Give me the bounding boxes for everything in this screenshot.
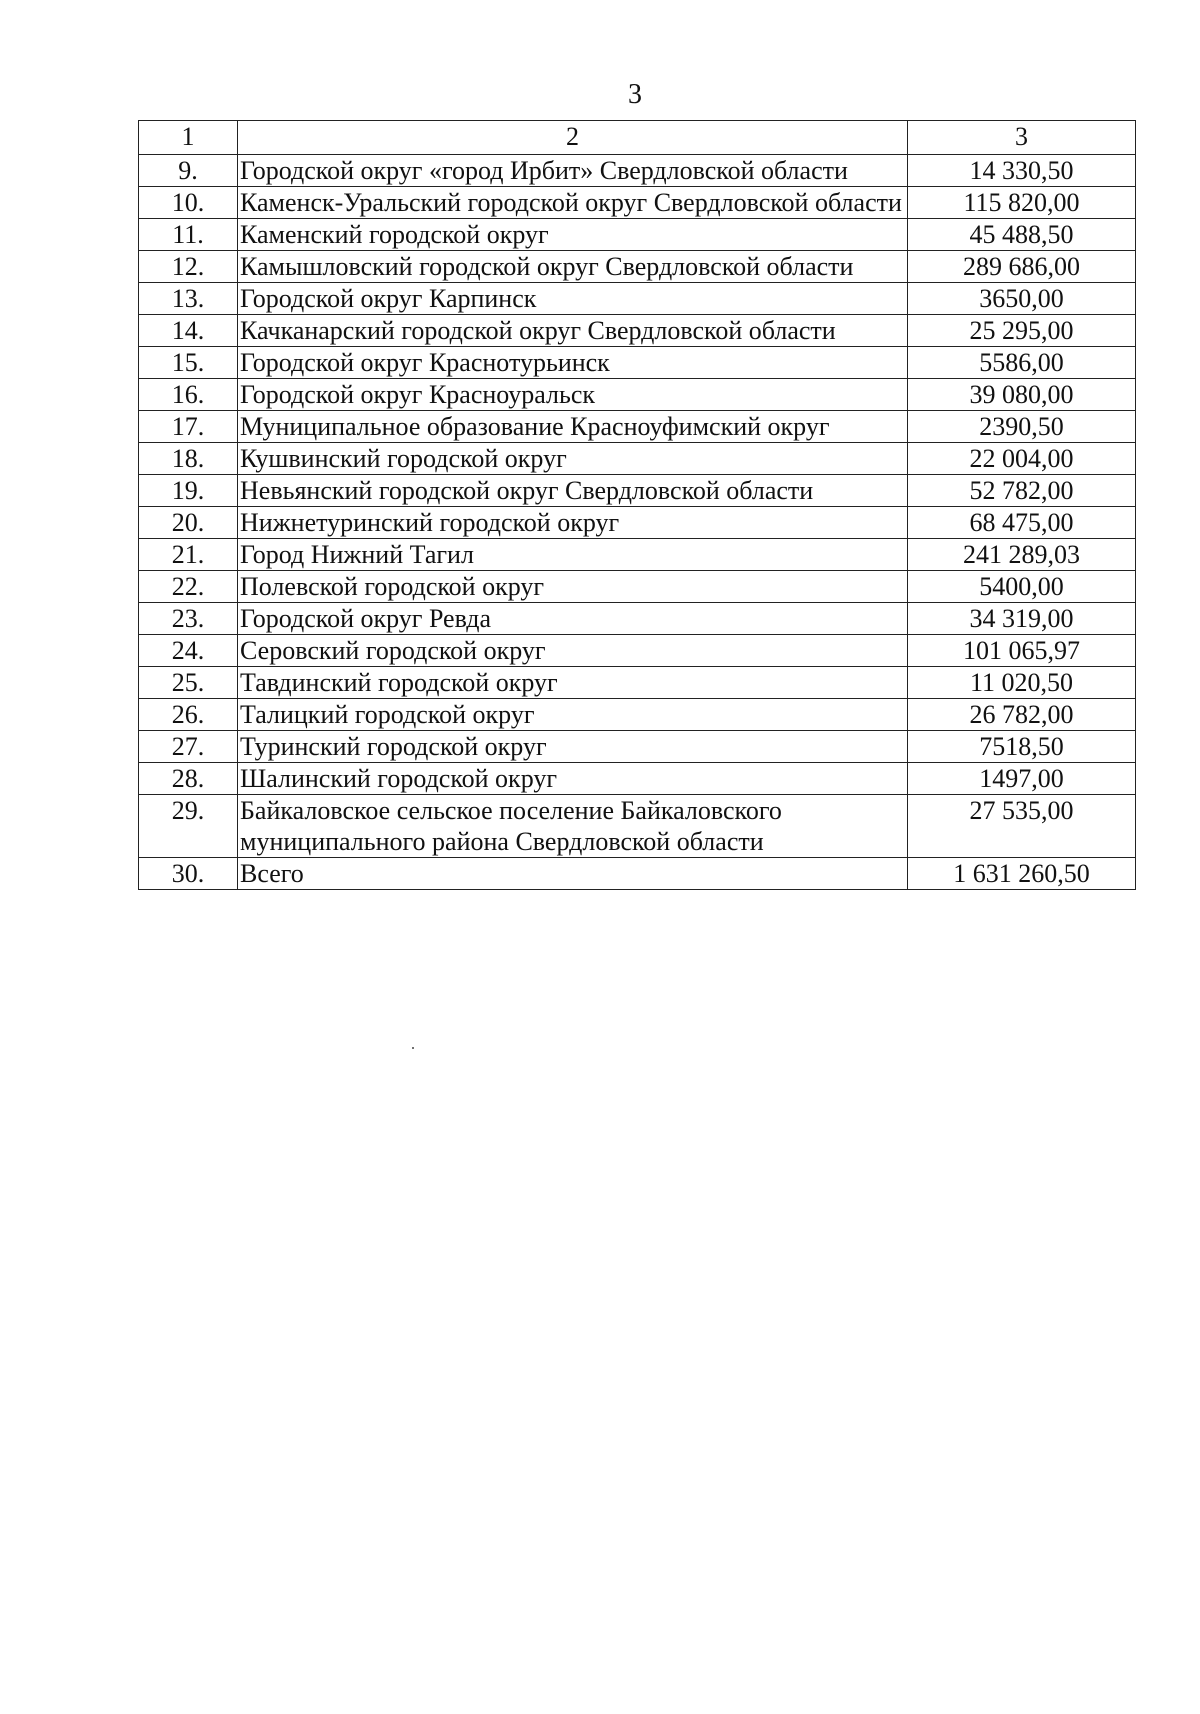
municipality-name: Полевской городской округ bbox=[238, 571, 908, 603]
municipality-name: Всего bbox=[238, 858, 908, 890]
amount-value: 45 488,50 bbox=[908, 219, 1136, 251]
municipality-name: Городской округ Краснотурьинск bbox=[238, 347, 908, 379]
row-number: 19. bbox=[139, 475, 238, 507]
table-row bbox=[139, 763, 1136, 795]
municipality-name: Городской округ «город Ирбит» Свердловской области bbox=[238, 155, 908, 187]
row-number: 11. bbox=[139, 219, 238, 251]
scan-speck bbox=[412, 1047, 414, 1049]
row-number: 12. bbox=[139, 251, 238, 283]
row-number: 10. bbox=[139, 187, 238, 219]
row-number: 26. bbox=[139, 699, 238, 731]
amount-value: 101 065,97 bbox=[908, 635, 1136, 667]
municipality-name: Нижнетуринский городской округ bbox=[238, 507, 908, 539]
table-row bbox=[139, 219, 1136, 251]
amount-value: 7518,50 bbox=[908, 731, 1136, 763]
table-row bbox=[139, 731, 1136, 763]
row-number: 27. bbox=[139, 731, 238, 763]
row-number: 13. bbox=[139, 283, 238, 315]
amount-value: 52 782,00 bbox=[908, 475, 1136, 507]
table-header-row bbox=[139, 121, 1136, 155]
table-row bbox=[139, 507, 1136, 539]
municipality-name: Городской округ Ревда bbox=[238, 603, 908, 635]
municipality-name: Камышловский городской округ Свердловской области bbox=[238, 251, 908, 283]
table-row bbox=[139, 443, 1136, 475]
table-row bbox=[139, 603, 1136, 635]
municipality-name: Каменский городской округ bbox=[238, 219, 908, 251]
amount-value: 26 782,00 bbox=[908, 699, 1136, 731]
row-number: 30. bbox=[139, 858, 238, 890]
amount-value: 27 535,00 bbox=[908, 795, 1136, 858]
row-number: 28. bbox=[139, 763, 238, 795]
municipality-name: Городской округ Красноуральск bbox=[238, 379, 908, 411]
header-cell-name: 2 bbox=[238, 121, 908, 155]
municipality-name: Туринский городской округ bbox=[238, 731, 908, 763]
amount-value: 22 004,00 bbox=[908, 443, 1136, 475]
row-number: 29. bbox=[139, 795, 238, 858]
table-row bbox=[139, 155, 1136, 187]
row-number: 9. bbox=[139, 155, 238, 187]
municipality-name: Шалинский городской округ bbox=[238, 763, 908, 795]
table-row bbox=[139, 539, 1136, 571]
table-row bbox=[139, 699, 1136, 731]
amount-value: 5400,00 bbox=[908, 571, 1136, 603]
municipality-name: Тавдинский городской округ bbox=[238, 667, 908, 699]
amount-value: 1497,00 bbox=[908, 763, 1136, 795]
row-number: 22. bbox=[139, 571, 238, 603]
municipality-name: Байкаловское сельское поселение Байкаловского муниципального района Свердловской области bbox=[238, 795, 908, 858]
row-number: 18. bbox=[139, 443, 238, 475]
amount-value: 39 080,00 bbox=[908, 379, 1136, 411]
amount-value: 3650,00 bbox=[908, 283, 1136, 315]
table-row bbox=[139, 635, 1136, 667]
row-number: 14. bbox=[139, 315, 238, 347]
table-row bbox=[139, 283, 1136, 315]
amount-value: 25 295,00 bbox=[908, 315, 1136, 347]
amount-value: 11 020,50 bbox=[908, 667, 1136, 699]
row-number: 20. bbox=[139, 507, 238, 539]
allocation-table bbox=[138, 120, 1136, 890]
municipality-name: Невьянский городской округ Свердловской области bbox=[238, 475, 908, 507]
municipality-name: Городской округ Карпинск bbox=[238, 283, 908, 315]
page-number: 3 bbox=[628, 79, 642, 110]
amount-value: 115 820,00 bbox=[908, 187, 1136, 219]
amount-value: 34 319,00 bbox=[908, 603, 1136, 635]
amount-value: 2390,50 bbox=[908, 411, 1136, 443]
municipality-name: Талицкий городской округ bbox=[238, 699, 908, 731]
table-row bbox=[139, 315, 1136, 347]
amount-value: 289 686,00 bbox=[908, 251, 1136, 283]
table-body bbox=[139, 121, 1136, 890]
table-row bbox=[139, 347, 1136, 379]
row-number: 24. bbox=[139, 635, 238, 667]
row-number: 17. bbox=[139, 411, 238, 443]
row-number: 16. bbox=[139, 379, 238, 411]
table-row bbox=[139, 571, 1136, 603]
table-row bbox=[139, 475, 1136, 507]
municipality-name: Каменск-Уральский городской округ Свердловской области bbox=[238, 187, 908, 219]
municipality-name: Качканарский городской округ Свердловской области bbox=[238, 315, 908, 347]
amount-value: 1 631 260,50 bbox=[908, 858, 1136, 890]
municipality-name: Город Нижний Тагил bbox=[238, 539, 908, 571]
row-number: 21. bbox=[139, 539, 238, 571]
amount-value: 68 475,00 bbox=[908, 507, 1136, 539]
amount-value: 241 289,03 bbox=[908, 539, 1136, 571]
table-row bbox=[139, 251, 1136, 283]
table-row bbox=[139, 187, 1136, 219]
row-number: 25. bbox=[139, 667, 238, 699]
municipality-name: Серовский городской округ bbox=[238, 635, 908, 667]
row-number: 23. bbox=[139, 603, 238, 635]
amount-value: 5586,00 bbox=[908, 347, 1136, 379]
header-cell-number: 1 bbox=[139, 121, 238, 155]
municipality-name: Муниципальное образование Красноуфимский округ bbox=[238, 411, 908, 443]
table-row bbox=[139, 858, 1136, 890]
municipality-name: Кушвинский городской округ bbox=[238, 443, 908, 475]
table-row bbox=[139, 667, 1136, 699]
row-number: 15. bbox=[139, 347, 238, 379]
header-cell-amount: 3 bbox=[908, 121, 1136, 155]
table-row bbox=[139, 379, 1136, 411]
amount-value: 14 330,50 bbox=[908, 155, 1136, 187]
table-row bbox=[139, 795, 1136, 858]
table-row bbox=[139, 411, 1136, 443]
